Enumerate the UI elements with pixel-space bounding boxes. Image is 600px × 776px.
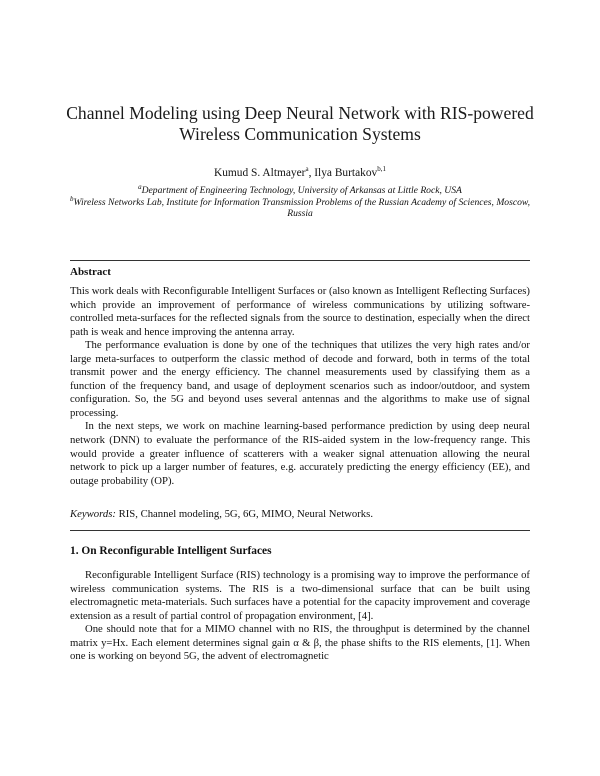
keywords-label: Keywords: <box>70 508 116 520</box>
section-paragraph: Reconfigurable Intelligent Surface (RIS) technology is a promising way to improve the performance of wireless communication systems. The RIS is a two-dimensional surface that can be built using electromagnetic meta-materials. Such surfaces have a potential for the capacity improvement and coverage extension as a result of partial control of propagation environment, [4]. <box>70 569 530 622</box>
abstract-paragraph: This work deals with Reconfigurable Intelligent Surfaces or (also known as Intelligent Reflecting Surfaces) which provide an improvement of performance of wireless communications by utilizing software-controlled meta-surfaces for the reflected signals from the source to destination, especially when the direct path is weak and hence improving the antenna array. <box>70 285 530 338</box>
author-list <box>60 166 540 180</box>
abstract-heading: Abstract <box>70 266 111 278</box>
author-name: Kumud S. Altmayer <box>214 167 306 179</box>
affiliation-item <box>70 194 530 220</box>
abstract-body <box>70 285 530 488</box>
abstract-paragraph: In the next steps, we work on machine learning-based performance prediction by using deep neural network (DNN) to evaluate the performance of the RIS-aided system in the low-frequency range. This would provide a greater influence of scatterers with a weaker signal attenuation allowing the neural network to pick up a larger number of features, e.g. accurately predicting the energy efficiency (EE), and outage probability (OP). <box>70 420 530 487</box>
paper-title <box>60 103 540 145</box>
affiliation-item <box>70 182 530 197</box>
author-name: Ilya Burtakov <box>314 167 378 179</box>
paper-title-line-1: Channel Modeling using Deep Neural Network with RIS-powered <box>66 103 534 123</box>
keywords-line <box>70 508 530 522</box>
affiliation-list <box>70 182 530 220</box>
affiliation-mark: b <box>70 194 74 203</box>
author-affiliation-mark: a <box>305 165 309 174</box>
section-body <box>70 569 530 664</box>
paper-title-line-2: Wireless Communication Systems <box>179 124 421 144</box>
affiliation-mark: a <box>138 182 142 191</box>
affiliation-text: Department of Engineering Technology, University of Arkansas at Little Rock, USA <box>141 185 462 196</box>
keywords-text: RIS, Channel modeling, 5G, 6G, MIMO, Neural Networks. <box>118 508 373 520</box>
section-paragraph: One should note that for a MIMO channel with no RIS, the throughput is determined by the channel matrix y=Hx. Each element determines signal gain α & β, the phase shifts to the RIS elements, [1]. When one is working on beyond 5G, the advent of electromagnetic <box>70 623 530 663</box>
abstract-paragraph: The performance evaluation is done by one of the techniques that utilizes the very high rates and/or large meta-surfaces to outperform the classic method of decode and forward, both in terms of the total transmit power and the energy efficiency. The channel measurements used by classifying them as a function of the frequency band, and usage of deployment scenarios such as indoor/outdoor, and system configuration. So, the 5G and beyond uses several antennas and the algorithms to make use of signal processing. <box>70 339 530 419</box>
section-heading: 1. On Reconfigurable Intelligent Surfaces <box>70 545 272 557</box>
author-separator: , <box>308 167 315 179</box>
abstract-top-rule <box>70 260 530 261</box>
affiliation-text: Wireless Networks Lab, Institute for Information Transmission Problems of the Russian Academy of Sciences, Moscow, Russia <box>73 196 530 219</box>
abstract-bottom-rule <box>70 530 530 531</box>
author-affiliation-mark: b,1 <box>377 165 386 174</box>
